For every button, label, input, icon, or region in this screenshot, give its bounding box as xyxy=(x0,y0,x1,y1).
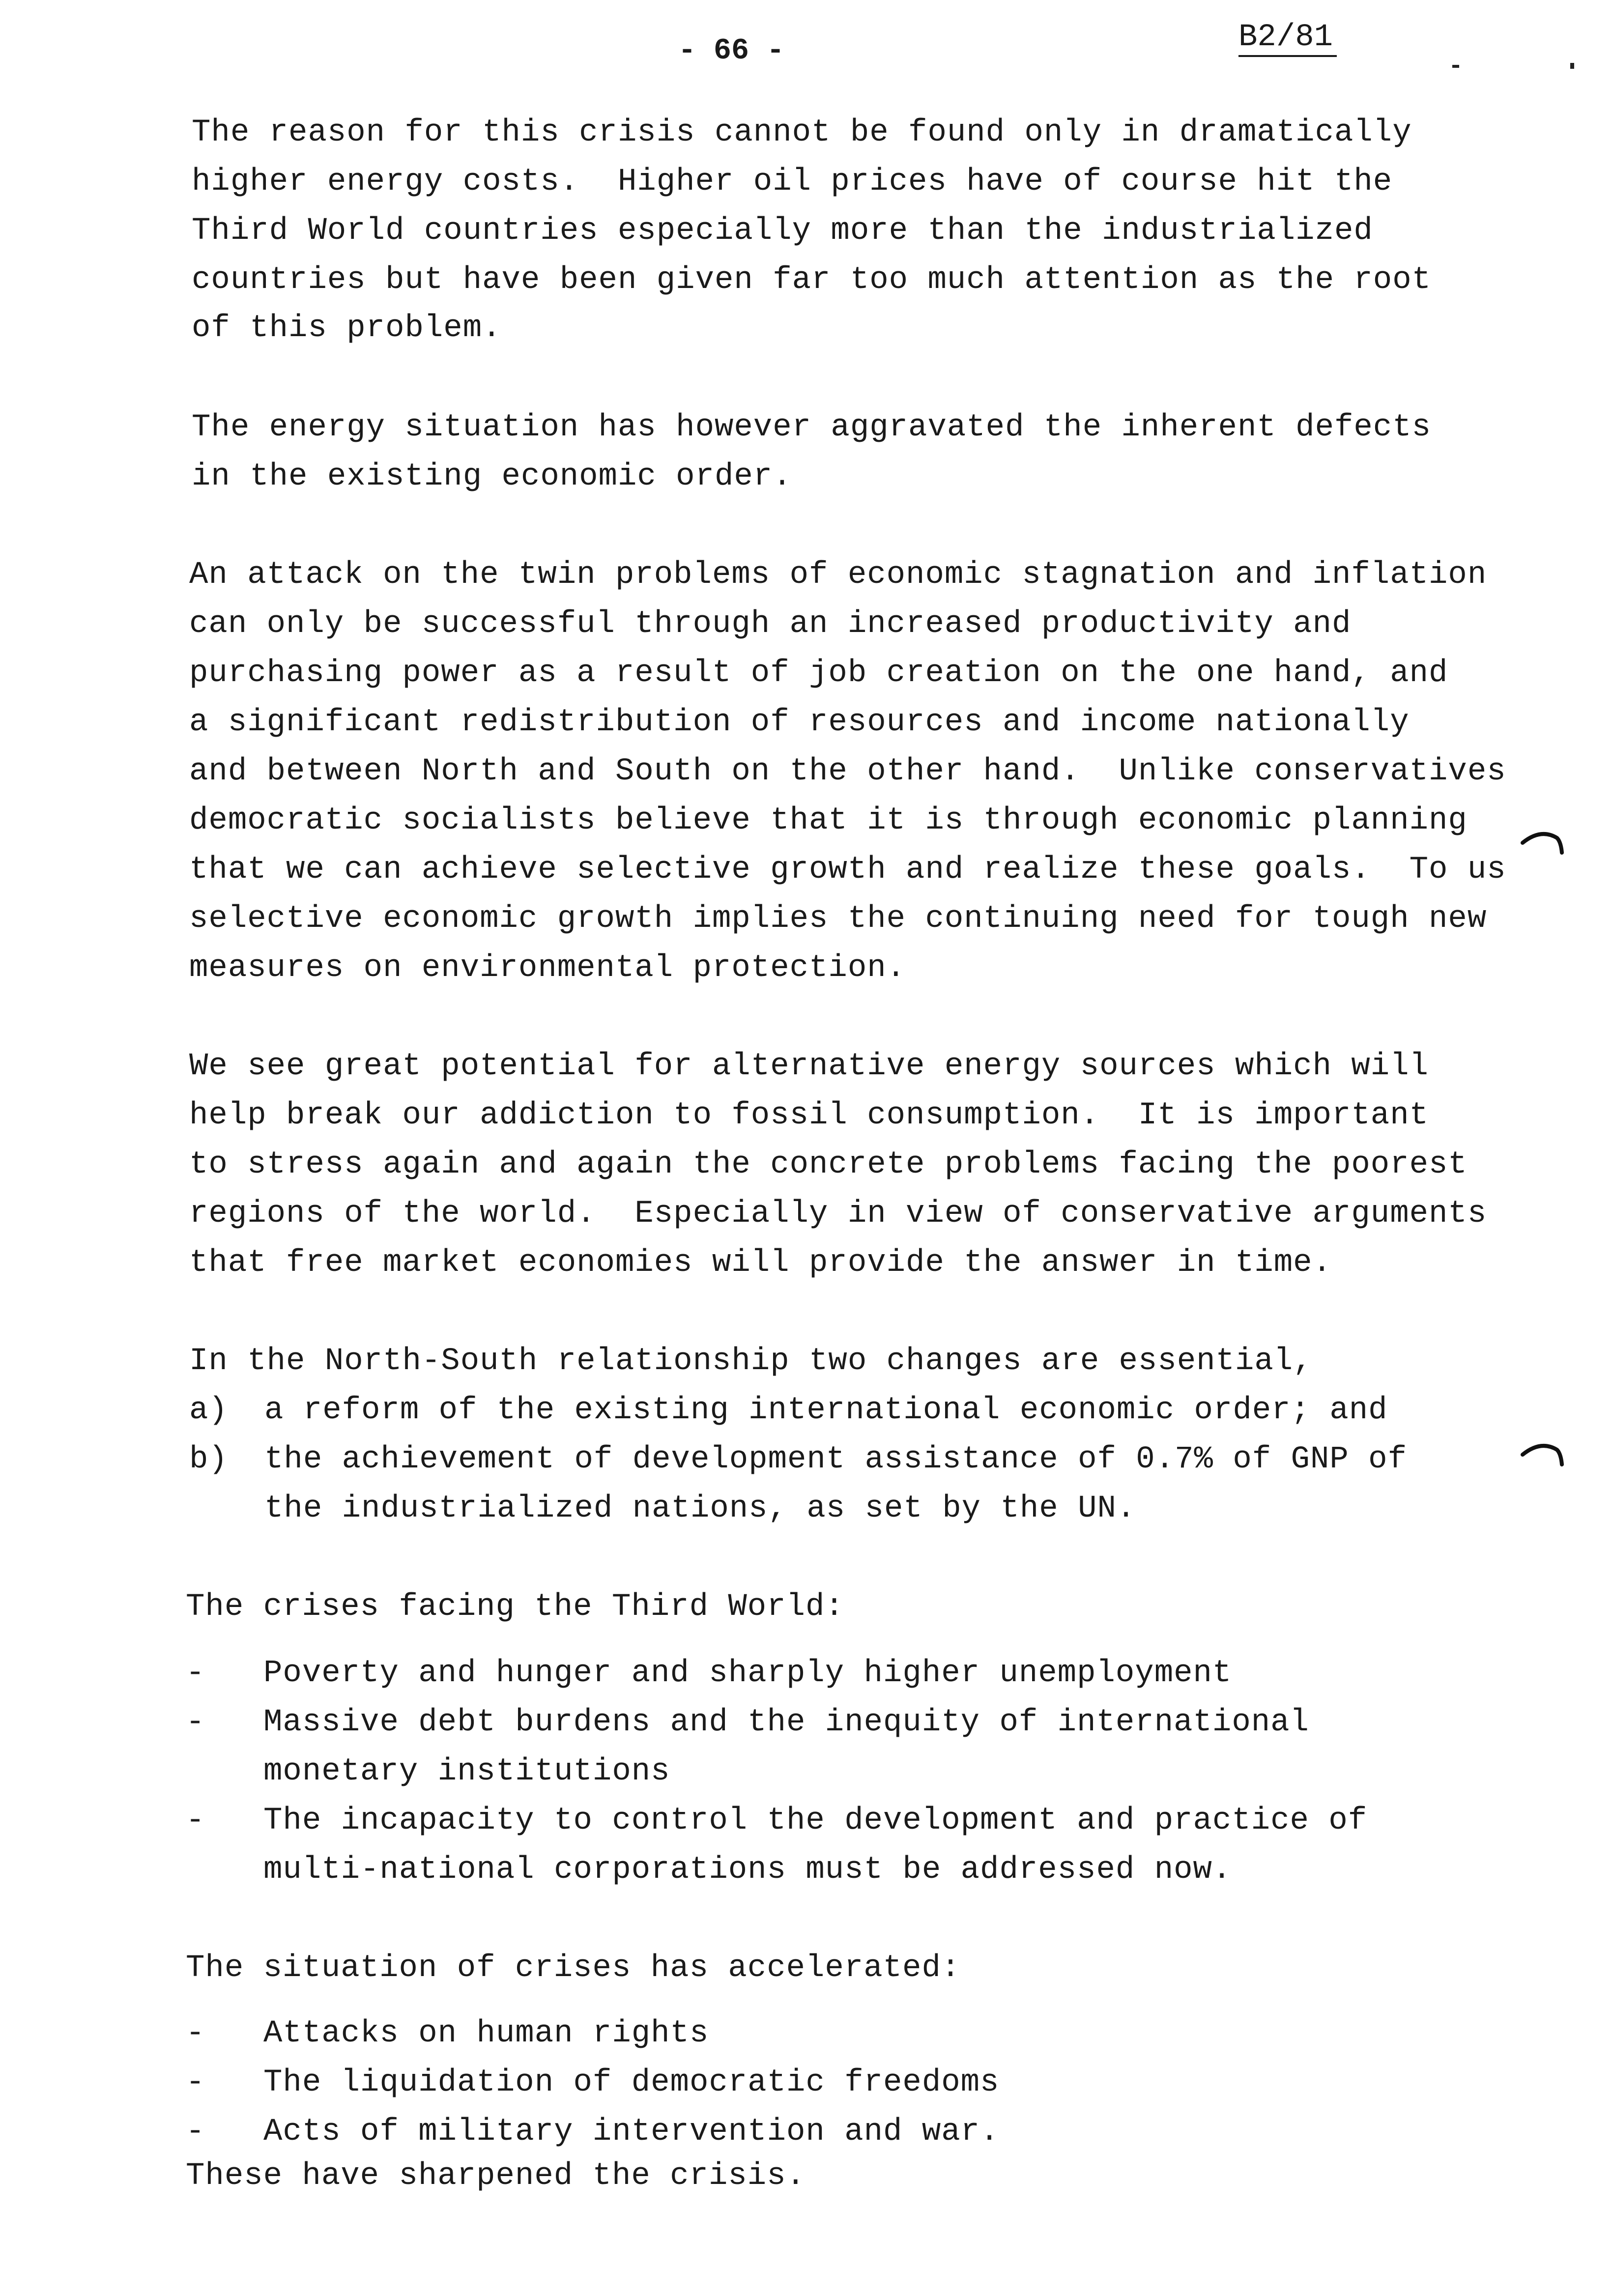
document-reference-underline xyxy=(1238,55,1337,57)
list-item-text: The incapacity to control the development and practice of xyxy=(263,1803,1368,1838)
text-line: purchasing power as a result of job creation on the one hand, and xyxy=(189,656,1448,691)
text-line: In the North-South relationship two changes are essential, xyxy=(189,1344,1313,1379)
list-item-text: monetary institutions xyxy=(263,1754,670,1789)
document-reference: B2/81 xyxy=(1238,20,1333,55)
text-line: regions of the world. Especially in view of conservative arguments xyxy=(189,1196,1487,1232)
text-line: that free market economies will provide the answer in time. xyxy=(189,1245,1332,1281)
text-line: selective economic growth implies the continuing need for tough new xyxy=(189,901,1487,937)
text-line: measures on environmental protection. xyxy=(189,950,906,986)
list-item-text: the industrialized nations, as set by the UN. xyxy=(264,1491,1136,1526)
margin-hook-mark xyxy=(1519,1435,1568,1479)
list-marker: - xyxy=(186,1656,205,1691)
corner-mark-top-right xyxy=(1452,65,1459,68)
list-marker: - xyxy=(186,1803,205,1838)
list-item-text: Attacks on human rights xyxy=(263,2016,709,2051)
text-line: An attack on the twin problems of economic stagnation and inflation xyxy=(189,557,1487,593)
list-marker: a) xyxy=(189,1393,228,1428)
page-number: - 66 - xyxy=(678,34,785,68)
list-item-text: Massive debt burdens and the inequity of international xyxy=(263,1705,1309,1740)
text-line: to stress again and again the concrete problems facing the poorest xyxy=(189,1147,1468,1182)
list-item-text: a reform of the existing international economic order; and xyxy=(264,1393,1388,1428)
text-line: and between North and South on the other hand. Unlike conservatives xyxy=(189,754,1506,789)
text-line: The energy situation has however aggravated the inherent defects xyxy=(192,410,1431,445)
text-line: The reason for this crisis cannot be found only in dramatically xyxy=(192,115,1412,150)
list-item-text: multi-national corporations must be addressed now. xyxy=(263,1852,1232,1888)
text-line: help break our addiction to fossil consumption. It is important xyxy=(189,1098,1429,1133)
text-line: democratic socialists believe that it is through economic planning xyxy=(189,803,1468,838)
list-marker: - xyxy=(186,1705,205,1740)
text-line: that we can achieve selective growth and realize these goals. To us xyxy=(189,852,1506,888)
text-line: Third World countries especially more than the industrialized xyxy=(192,213,1373,249)
text-line: in the existing economic order. xyxy=(192,459,792,494)
list-item-text: Poverty and hunger and sharply higher unemployment xyxy=(263,1656,1232,1691)
text-line: a significant redistribution of resources and income nationally xyxy=(189,705,1410,740)
text-line: higher energy costs. Higher oil prices have of course hit the xyxy=(192,164,1393,200)
text-line: can only be successful through an increased productivity and xyxy=(189,606,1352,642)
text-line: The crises facing the Third World: xyxy=(186,1589,844,1625)
text-line: of this problem. xyxy=(192,311,502,346)
list-marker: - xyxy=(186,2016,205,2051)
margin-hook-mark xyxy=(1519,823,1568,867)
list-item-text: the achievement of development assistance of 0.7% of GNP of xyxy=(264,1442,1407,1477)
corner-mark-edge xyxy=(1570,63,1574,69)
list-item-text: Acts of military intervention and war. xyxy=(263,2114,1000,2150)
list-item-text: The liquidation of democratic freedoms xyxy=(263,2065,1000,2100)
text-line: We see great potential for alternative energy sources which will xyxy=(189,1049,1429,1084)
list-marker: - xyxy=(186,2114,205,2150)
text-line: These have sharpened the crisis. xyxy=(186,2158,806,2194)
list-marker: - xyxy=(186,2065,205,2100)
text-line: The situation of crises has accelerated: xyxy=(186,1951,961,1986)
list-marker: b) xyxy=(189,1442,228,1477)
text-line: countries but have been given far too much attention as the root xyxy=(192,262,1431,298)
